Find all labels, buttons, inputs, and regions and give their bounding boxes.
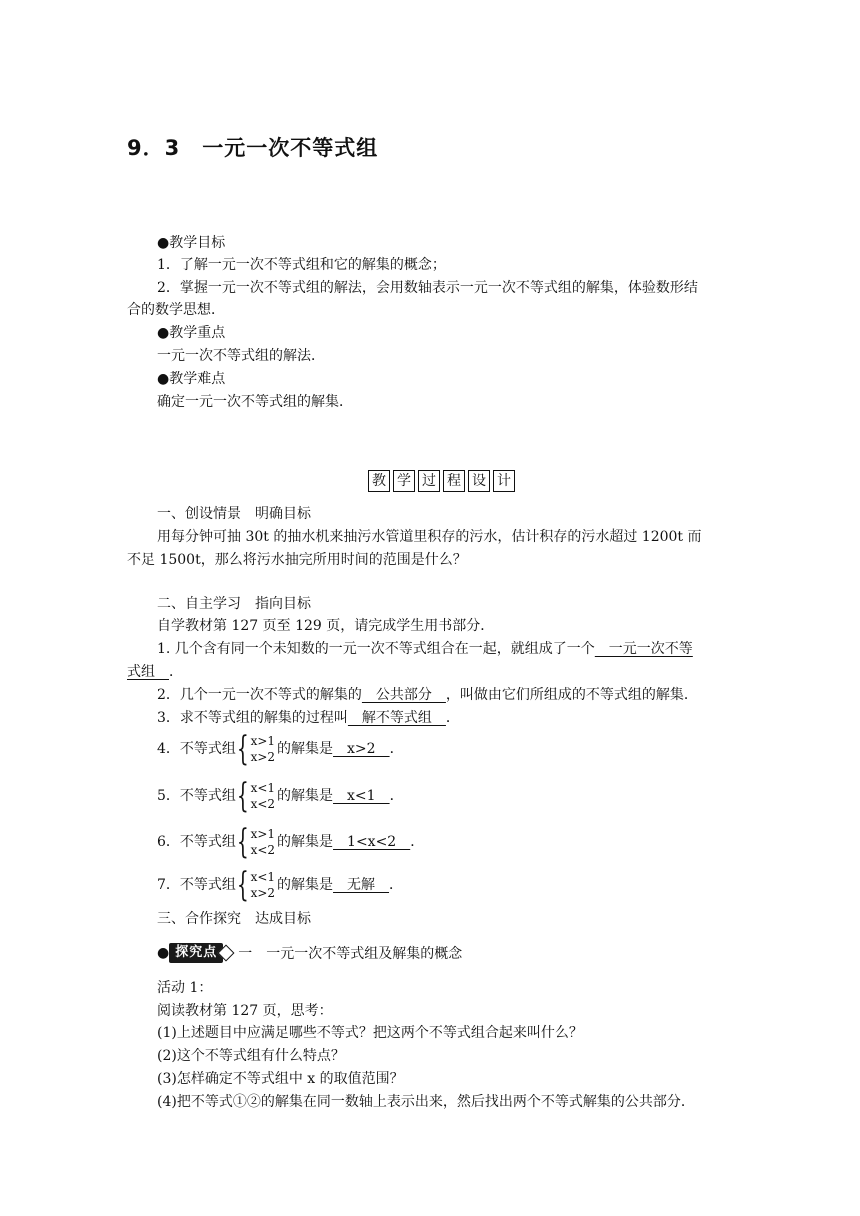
think-question-4: (4)把不等式①②的解集在同一数轴上表示出来，然后找出两个不等式解集的公共部分． [157,1094,695,1110]
question-1-cont: 式组 ． [127,664,183,680]
bullet-icon: ● [157,945,170,961]
section1-line1: 用每分钟可抽 30t 的抽水机来抽污水管道里积存的污水，估计积存的污水超过 1200t 而 [157,529,702,545]
probe-title: 一 一元一次不等式组及解集的概念 [238,946,463,962]
banner-char: 程 [443,470,465,492]
think-question-3: (3)怎样确定不等式组中 x 的取值范围？ [157,1071,404,1087]
think-question-1: (1)上述题目中应满足哪些不等式？把这两个不等式组合起来叫什么？ [157,1025,583,1041]
objective-2-line1: 2．掌握一元一次不等式组的解法，会用数轴表示一元一次不等式组的解集，体验数形结 [157,280,698,296]
answer-blank: 无解 [333,877,390,893]
key-points-heading: ●教学重点 [157,325,226,341]
reading-instruction: 阅读教材第 127 页，思考： [157,1003,333,1019]
section2-heading: 二、自主学习 指向目标 [157,596,311,612]
inequality-system: { x<1 x<2 [236,776,276,816]
inequality-system: { x>1 x<2 [236,822,276,862]
banner-char: 教 [368,470,390,492]
activity-label: 活动 1： [157,980,213,996]
difficulties-heading: ●教学难点 [157,371,226,387]
banner-char: 设 [468,470,490,492]
objective-1: 1．了解一元一次不等式组和它的解集的概念； [157,257,446,273]
answer-blank: x<1 [333,788,390,804]
question-5: 5．不等式组 { x<1 x<2 的解集是 x<1 ． [157,776,404,816]
process-design-banner [368,470,518,492]
answer-blank: x>2 [333,741,390,757]
banner-char: 学 [393,470,415,492]
section1-heading: 一、创设情景 明确目标 [157,506,311,522]
section2-intro: 自学教材第 127 页至 129 页，请完成学生用书部分． [157,618,495,634]
probe-tag: 探究点 [169,943,223,963]
banner-char: 计 [493,470,515,492]
section1-line2: 不足 1500t，那么将污水抽完所用时间的范围是什么？ [127,552,467,568]
inequality-system: { x<1 x>2 [236,865,276,905]
answer-blank: 公共部分 [361,687,446,703]
answer-blank: 1<x<2 [333,834,411,850]
objectives-heading: ●教学目标 [157,235,226,251]
question-3: 3．求不等式组的解集的过程叫 解不等式组 ． [157,710,460,726]
objective-2-line2: 合的数学思想． [127,302,225,318]
answer-blank: 一元一次不等 [594,641,693,657]
question-6: 6．不等式组 { x>1 x<2 的解集是 1<x<2 ． [157,822,425,862]
question-7: 7．不等式组 { x<1 x>2 的解集是 无解 ． [157,865,404,905]
think-question-2: (2)这个不等式组有什么特点？ [157,1048,345,1064]
answer-blank: 式组 [127,664,169,680]
inequality-system: { x>1 x>2 [236,729,276,769]
question-1: 1. 几个含有同一个未知数的一元一次不等式组合在一起，就组成了一个 一元一次不等 [157,641,693,657]
question-4: 4．不等式组 { x>1 x>2 的解集是 x>2 ． [157,729,404,769]
section-title: 一元一次不等式组 [202,136,379,160]
key-points-text: 一元一次不等式组的解法． [157,348,325,364]
page-title [127,132,378,162]
section3-heading: 三、合作探究 达成目标 [157,911,311,927]
difficulties-text: 确定一元一次不等式组的解集． [157,394,353,410]
answer-blank: 解不等式组 [347,710,446,726]
section-number: 9．3 [127,136,181,160]
probe-point-heading [157,943,462,963]
banner-char: 过 [418,470,440,492]
question-2: 2．几个一元一次不等式的解集的 公共部分 ，叫做由它们所组成的不等式组的解集． [157,687,698,703]
